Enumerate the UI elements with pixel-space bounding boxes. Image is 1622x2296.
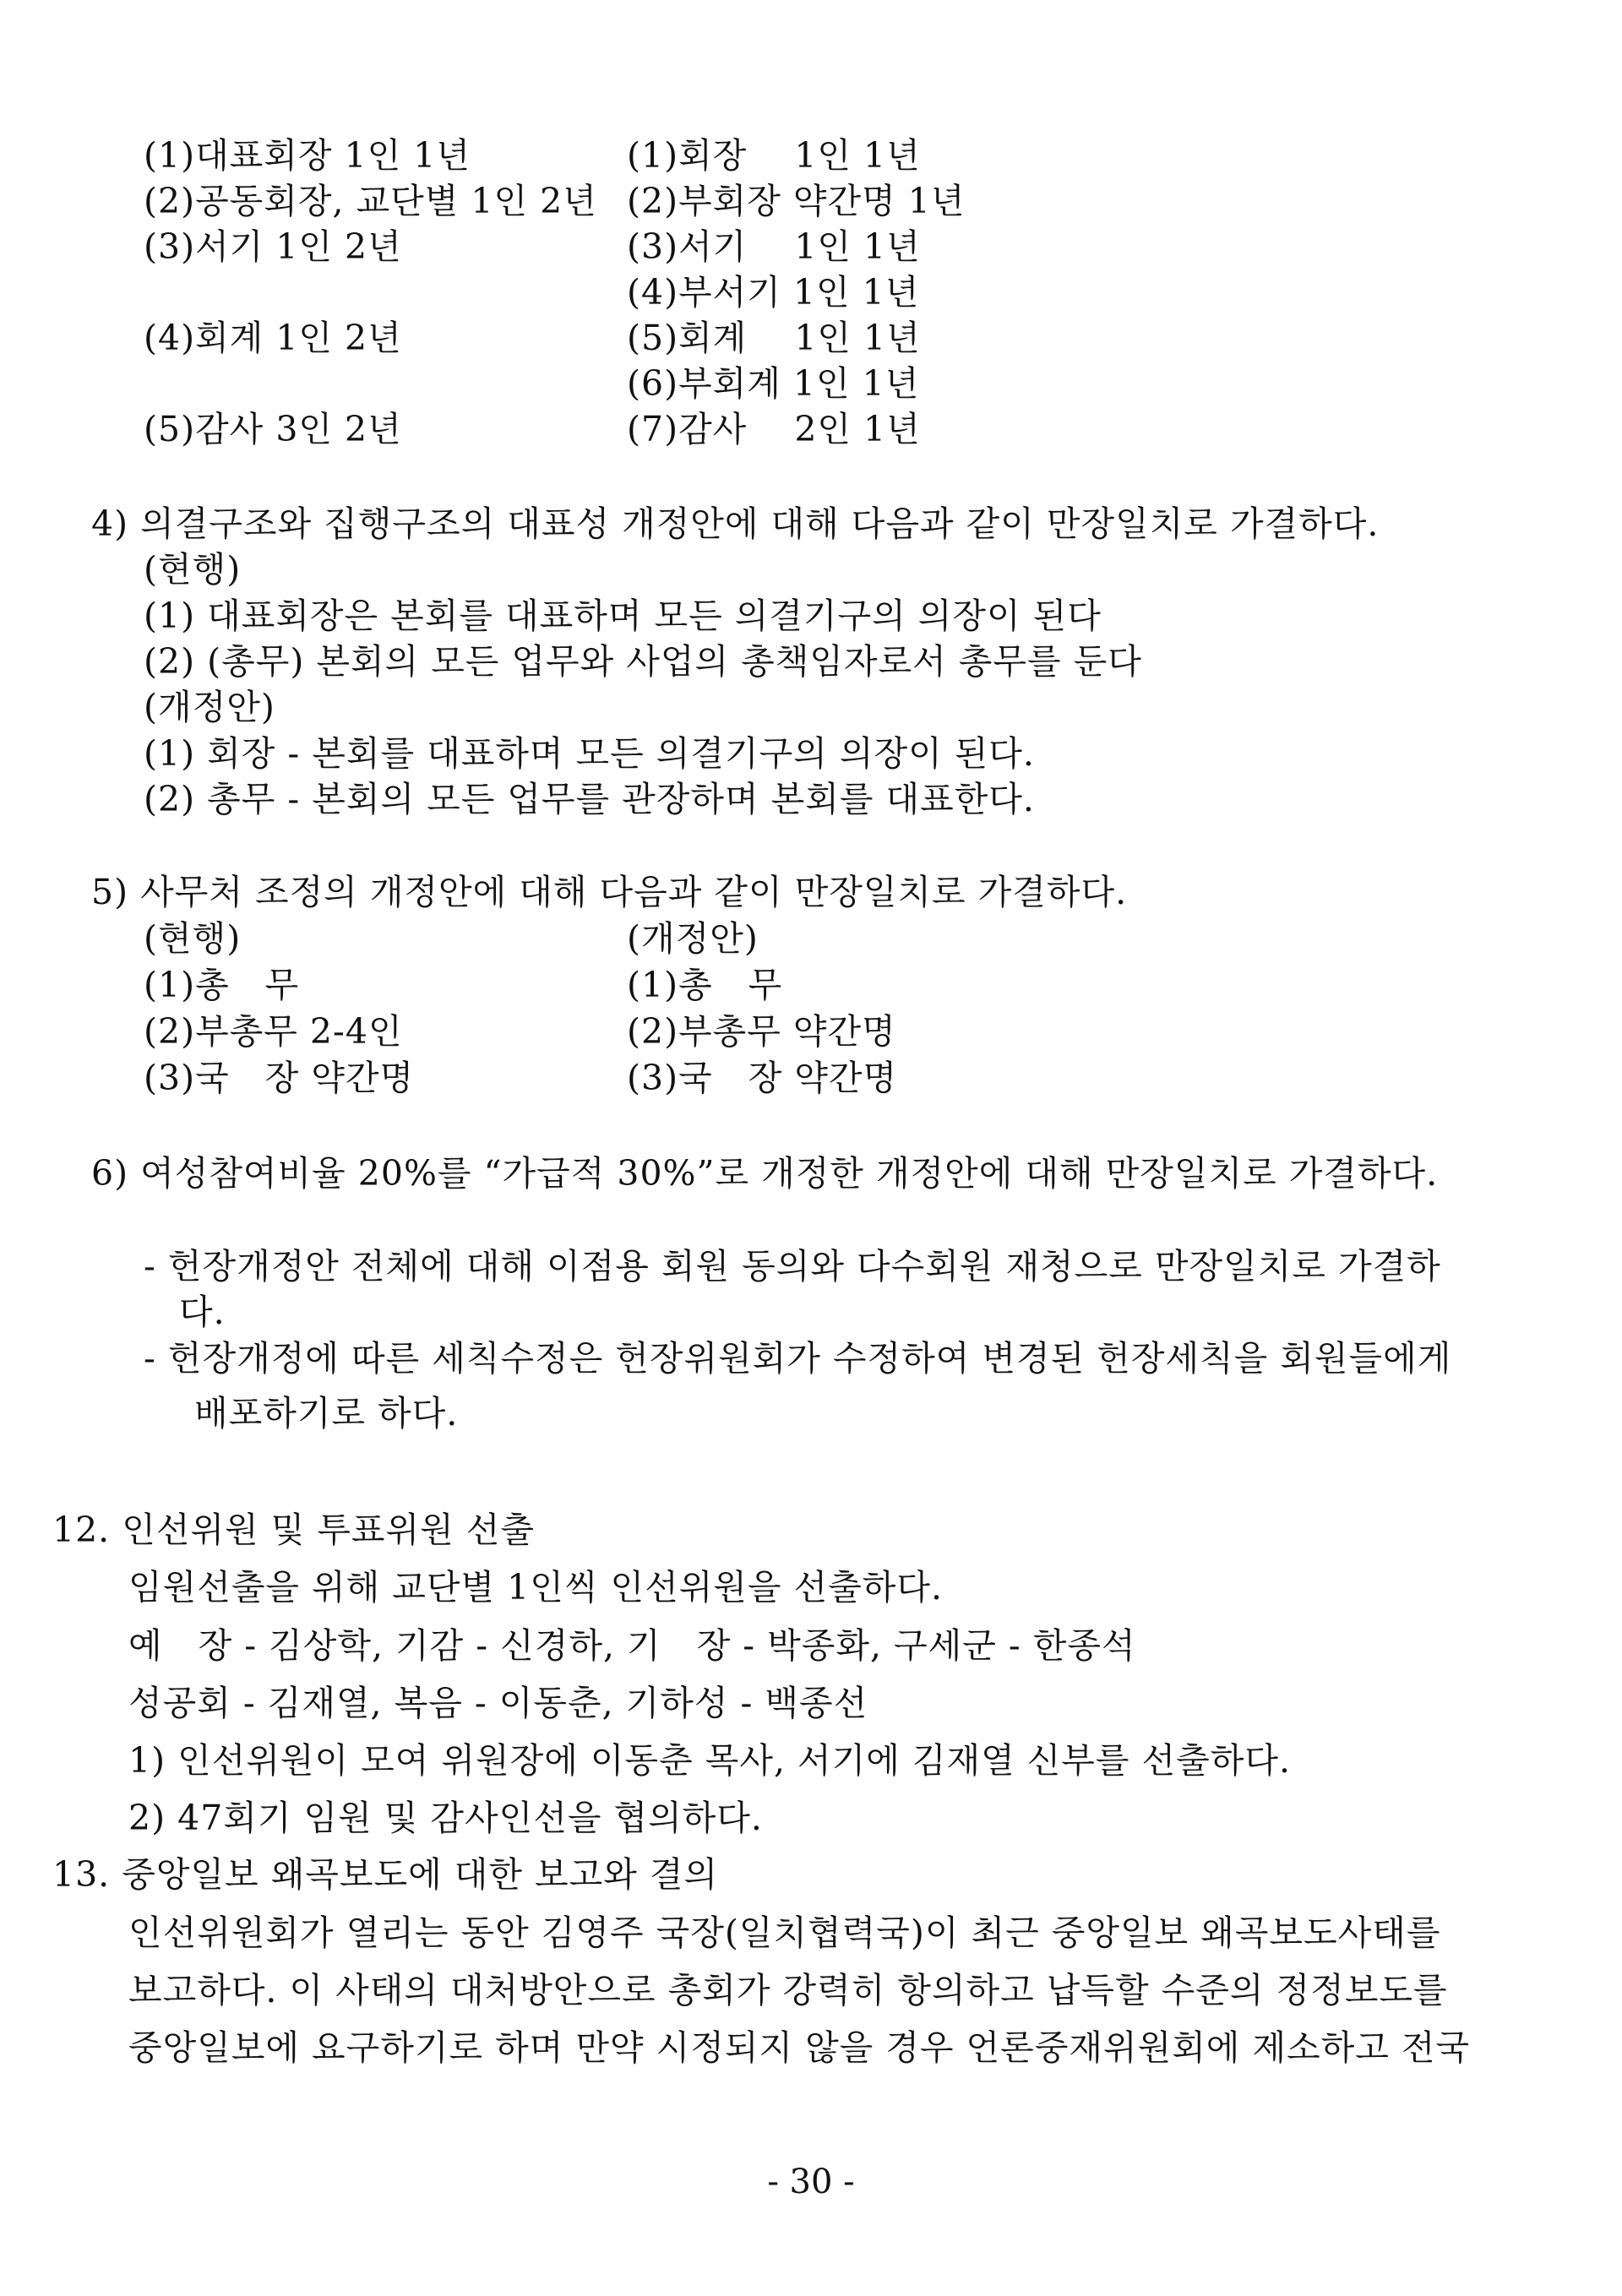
officers-right-7: (7)감사 2인 1년 bbox=[627, 409, 921, 449]
item-5-left-3: (2)부총무 2-4인 bbox=[144, 1011, 403, 1052]
section-12-heading: 12. 인선위원 및 투표위원 선출 bbox=[52, 1510, 535, 1550]
section-12-line-3: 성공회 - 김재열, 복음 - 이동춘, 기하성 - 백종선 bbox=[128, 1683, 868, 1723]
item-4-current-label: (현행) bbox=[144, 549, 242, 590]
item-6-bullet-1-cont: 다. bbox=[179, 1292, 226, 1332]
officers-right-3: (3)서기 1인 1년 bbox=[627, 226, 921, 267]
section-12-line-5: 2) 47회기 임원 및 감사인선을 협의하다. bbox=[128, 1798, 763, 1838]
item-4-revised-1: (1) 회장 - 본회를 대표하며 모든 의결기구의 의장이 된다. bbox=[144, 733, 1035, 774]
section-12-line-1: 임원선출을 위해 교단별 1인씩 인선위원을 선출하다. bbox=[128, 1567, 944, 1608]
section-12-line-2: 예 장 - 김상학, 기감 - 신경하, 기 장 - 박종화, 구세군 - 한종석 bbox=[128, 1625, 1136, 1666]
item-5-right-4: (3)국 장 약간명 bbox=[627, 1058, 898, 1098]
item-5-right-2: (1)총 무 bbox=[627, 965, 783, 1005]
officers-right-1: (1)회장 1인 1년 bbox=[627, 135, 921, 176]
item-6-bullet-2: - 헌장개정에 따른 세칙수정은 헌장위원회가 수정하여 변경된 헌장세칙을 회원들에게 bbox=[144, 1338, 1452, 1379]
section-13-heading: 13. 중앙일보 왜곡보도에 대한 보고와 결의 bbox=[52, 1854, 719, 1895]
item-5-left-1: (현행) bbox=[144, 918, 242, 959]
officers-right-6: (6)부회계 1인 1년 bbox=[627, 363, 920, 404]
page-number: - 30 - bbox=[767, 2163, 855, 2201]
officers-left-2: (2)공동회장, 교단별 1인 2년 bbox=[144, 181, 597, 221]
item-6-heading: 6) 여성참여비율 20%를 “가급적 30%”로 개정한 개정안에 대해 만장일치로 가결하다. bbox=[91, 1153, 1439, 1194]
officers-left-5: (4)회계 1인 2년 bbox=[144, 318, 402, 358]
item-4-heading: 4) 의결구조와 집행구조의 대표성 개정안에 대해 다음과 같이 만장일치로 가결하다. bbox=[91, 503, 1380, 544]
officers-left-7: (5)감사 3인 2년 bbox=[144, 409, 402, 449]
item-4-current-1: (1) 대표회장은 본회를 대표하며 모든 의결기구의 의장이 된다 bbox=[144, 596, 1102, 636]
officers-right-2: (2)부회장 약간명 1년 bbox=[627, 181, 966, 221]
officers-left-1: (1)대표회장 1인 1년 bbox=[144, 135, 471, 176]
item-4-revised-2: (2) 총무 - 본회의 모든 업무를 관장하며 본회를 대표한다. bbox=[144, 779, 1035, 819]
item-5-right-3: (2)부총무 약간명 bbox=[627, 1011, 896, 1052]
officers-right-5: (5)회계 1인 1년 bbox=[627, 318, 921, 358]
section-12-line-4: 1) 인선위원이 모여 위원장에 이동춘 목사, 서기에 김재열 신부를 선출하다. bbox=[128, 1740, 1292, 1781]
item-5-right-1: (개정안) bbox=[627, 918, 759, 959]
item-6-bullet-1: - 헌장개정안 전체에 대해 이점용 회원 동의와 다수회원 재청으로 만장일치로 가결하 bbox=[144, 1246, 1441, 1287]
item-5-left-2: (1)총 무 bbox=[144, 965, 300, 1005]
item-5-left-4: (3)국 장 약간명 bbox=[144, 1058, 415, 1098]
section-13-line-1: 인선위원회가 열리는 동안 김영주 국장(일치협력국)이 최근 중앙일보 왜곡보도사태를 bbox=[128, 1912, 1441, 1953]
item-5-heading: 5) 사무처 조정의 개정안에 대해 다음과 같이 만장일치로 가결하다. bbox=[91, 872, 1128, 912]
item-6-bullet-2-cont: 배포하기로 하다. bbox=[194, 1393, 459, 1434]
officers-left-3: (3)서기 1인 2년 bbox=[144, 226, 402, 267]
section-13-line-3: 중앙일보에 요구하기로 하며 만약 시정되지 않을 경우 언론중재위원회에 제소하고 전국 bbox=[128, 2027, 1471, 2068]
section-13-line-2: 보고하다. 이 사태의 대처방안으로 총회가 강력히 항의하고 납득할 수준의 정정보도를 bbox=[128, 1970, 1448, 2010]
item-4-revised-label: (개정안) bbox=[144, 687, 275, 727]
officers-right-4: (4)부서기 1인 1년 bbox=[627, 272, 920, 313]
item-4-current-2: (2) (총무) 본회의 모든 업무와 사업의 총책임자로서 총무를 둔다 bbox=[144, 641, 1142, 682]
